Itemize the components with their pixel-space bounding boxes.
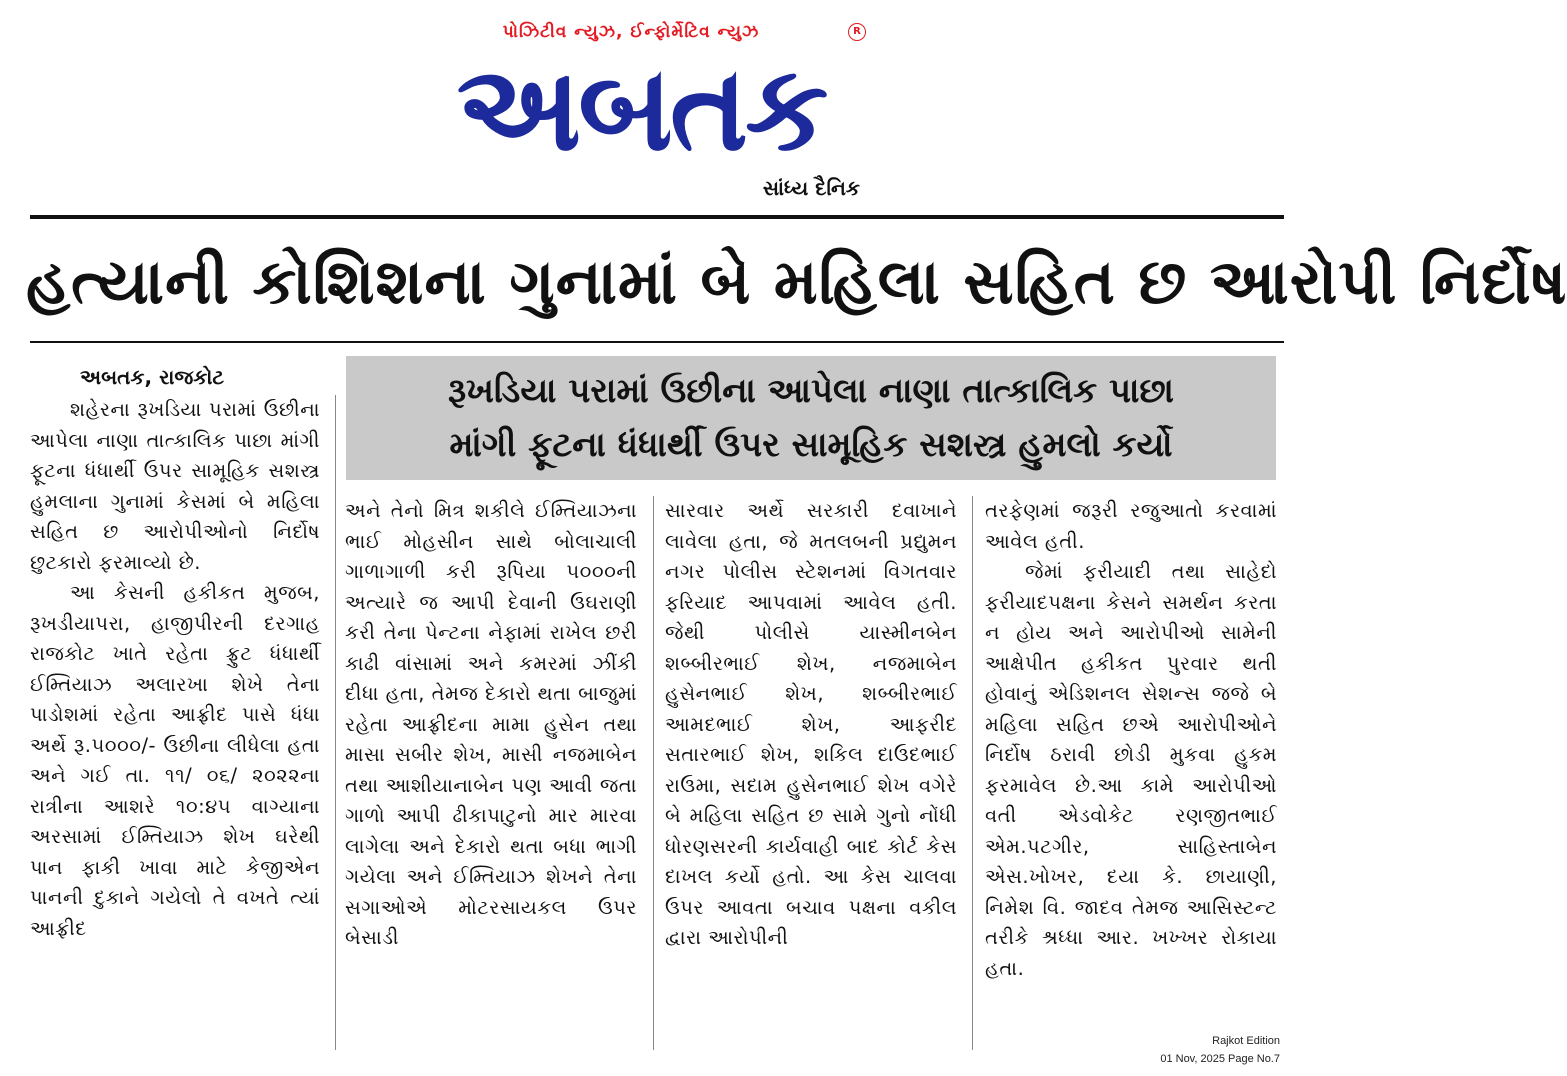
article-headline: હત્યાની કોશિશના ગુનામાં બે મહિલા સહિત છ આરોપી નિર્દોષ [26,245,1567,318]
registered-mark-icon: R [848,23,866,41]
tagline: પોઝિટીવ ન્યુઝ, ઈન્ફોર્મેટિવ ન્યુઝ [502,22,760,42]
article-column-1 [30,395,320,1050]
paragraph: સારવાર અર્થે સરકારી દવાખાને લાવેલા હતા, જે મતલબની પ્રદ્યુમન નગર પોલીસ સ્ટેશનમાં વિગતવાર ફરિયાદ આપવામાં આવેલ હતી. જેથી પોલીસે યાસ્મીનબેન શબ્બીરભાઈ શેખ, નજમાબેન હુસેનભાઈ શેખ, શબ્બીરભાઈ આમદભાઈ શેખ, આફરીદ સતારભાઈ શેખ, શકિલ દાઉદભાઈ રાઉમા, સદામ હુસેનભાઈ શેખ વગેરે બે મહિલા સહિત છ સામે ગુનો નોંધી ધોરણસરની કાર્યવાહી બાદ કોર્ટ કેસ દાખલ કર્યો હતો. આ કેસ ચાલવા ઉપર આવતા બચાવ પક્ષના વકીલ દ્વારા આરોપીની [665,499,957,949]
masthead [0,0,1288,215]
paragraph: અને તેનો મિત્ર શકીલે ઈમ્તિયાઝના ભાઈ મોહસીન સાથે બોલાચાલી ગાળાગાળી કરી રૂપિયા ૫૦૦૦ની અત્યારે જ આપી દેવાની ઉઘરાણી કરી તેના પેન્ટના નેફામાં રાખેલ છરી કાઢી વાંસામાં અને કમરમાં ઝીંકી દીધા હતા, તેમજ દેકારો થતા બાજુમાં રહેતા આફ્રીદના મામા હુસેન તથા માસા સબીર શેખ, માસી નજમાબેન તથા આશીયાનાબેન પણ આવી જતા ગાળો આપી ઢીકાપાટુનો માર મારવા લાગેલા અને દેકારો થતા બધા ભાગી ગયેલા અને ઈમ્તિયાઝ શેખને તેના સગાઓએ મોટરસાયકલ ઉપર બેસાડી [345,499,637,949]
article-column-2 [345,496,637,1050]
column-divider [653,496,654,1050]
paragraph: આ કેસની હકીકત મુજબ, રૂખડીયાપરા, હાજીપીરની દરગાહ રાજકોટ ખાતે રહેતા ફ્રુટ ધંધાર્થી ઈમ્તિયાઝ અલારખા શેખે તેના પાડોશમાં રહેતા આફ્રીદ પાસે ધંધા અર્થે રૂ.૫૦૦૦/- ઉછીના લીધેલા હતા અને ગઈ તા. ૧૧/ ૦૬/ ૨૦૨૨ના રાત્રીના આશરે ૧૦:૪૫ વાગ્યાના અરસામાં ઈમ્તિયાઝ શેખ ઘરેથી પાન ફાકી ખાવા માટે કેજીએન પાનની દુકાને ગયેલો તે વખતે ત્યાં આફ્રીદ [30,581,320,940]
masthead-divider [30,215,1284,219]
newspaper-subtitle: સાંધ્ય દૈનિક [762,176,860,200]
article-column-3 [665,496,957,1050]
column-divider [335,395,336,1050]
headline-divider [30,341,1284,343]
column-divider [972,496,973,1050]
article-subhead [346,356,1276,480]
subhead-line-1: રૂખડિયા પરામાં ઉછીના આપેલા નાણા તાત્કાલિક પાછા [447,371,1175,411]
paragraph: તરફેણમાં જરૂરી રજુઆતો કરવામાં આવેલ હતી. [985,499,1277,553]
page-info: 01 Nov, 2025 Page No.7 [1160,1053,1280,1065]
edition-label: Rajkot Edition [1212,1035,1280,1047]
newspaper-logo: અબતક [456,39,826,177]
article-dateline: અબતક, રાજકોટ [80,365,225,389]
article-column-4 [985,496,1277,1050]
subhead-line-2: માંગી ફૂટના ધંધાર્થી ઉપર સામૂહિક સશસ્ત્ર હુમલો કર્યો [449,425,1173,465]
paragraph: જેમાં ફરીયાદી તથા સાહેદો ફરીયાદપક્ષના કેસને સમર્થન કરતા ન હોય અને આરોપીઓ સામેની આક્ષેપીત હકીકત પુરવાર થતી હોવાનું એડિશનલ સેશન્સ જજે બે મહિલા સહિત છએ આરોપીઓને નિર્દોષ ઠરાવી છોડી મુકવા હુકમ ફરમાવેલ છે.આ કામે આરોપીઓ વતી એડવોકેટ રણજીતભાઈ એમ.પટગીર, સાહિસ્તાબેન એસ.ખોખર, દયા કે. છાયાણી, નિમેશ વિ. જાદવ તેમજ આસિસ્ટન્ટ તરીકે શ્રધ્ધા આર. ખખ્ખર રોકાયા હતા. [985,560,1277,980]
paragraph: શહેરના રૂખડિયા પરામાં ઉછીના આપેલા નાણા તાત્કાલિક પાછા માંગી ફૂટના ધંધાર્થી ઉપર સામૂહિક સશસ્ત્ર હુમલાના ગુનામાં કેસમાં બે મહિલા સહિત છ આરોપીઓનો નિર્દોષ છુટકારો ફરમાવ્યો છે. [30,398,320,574]
